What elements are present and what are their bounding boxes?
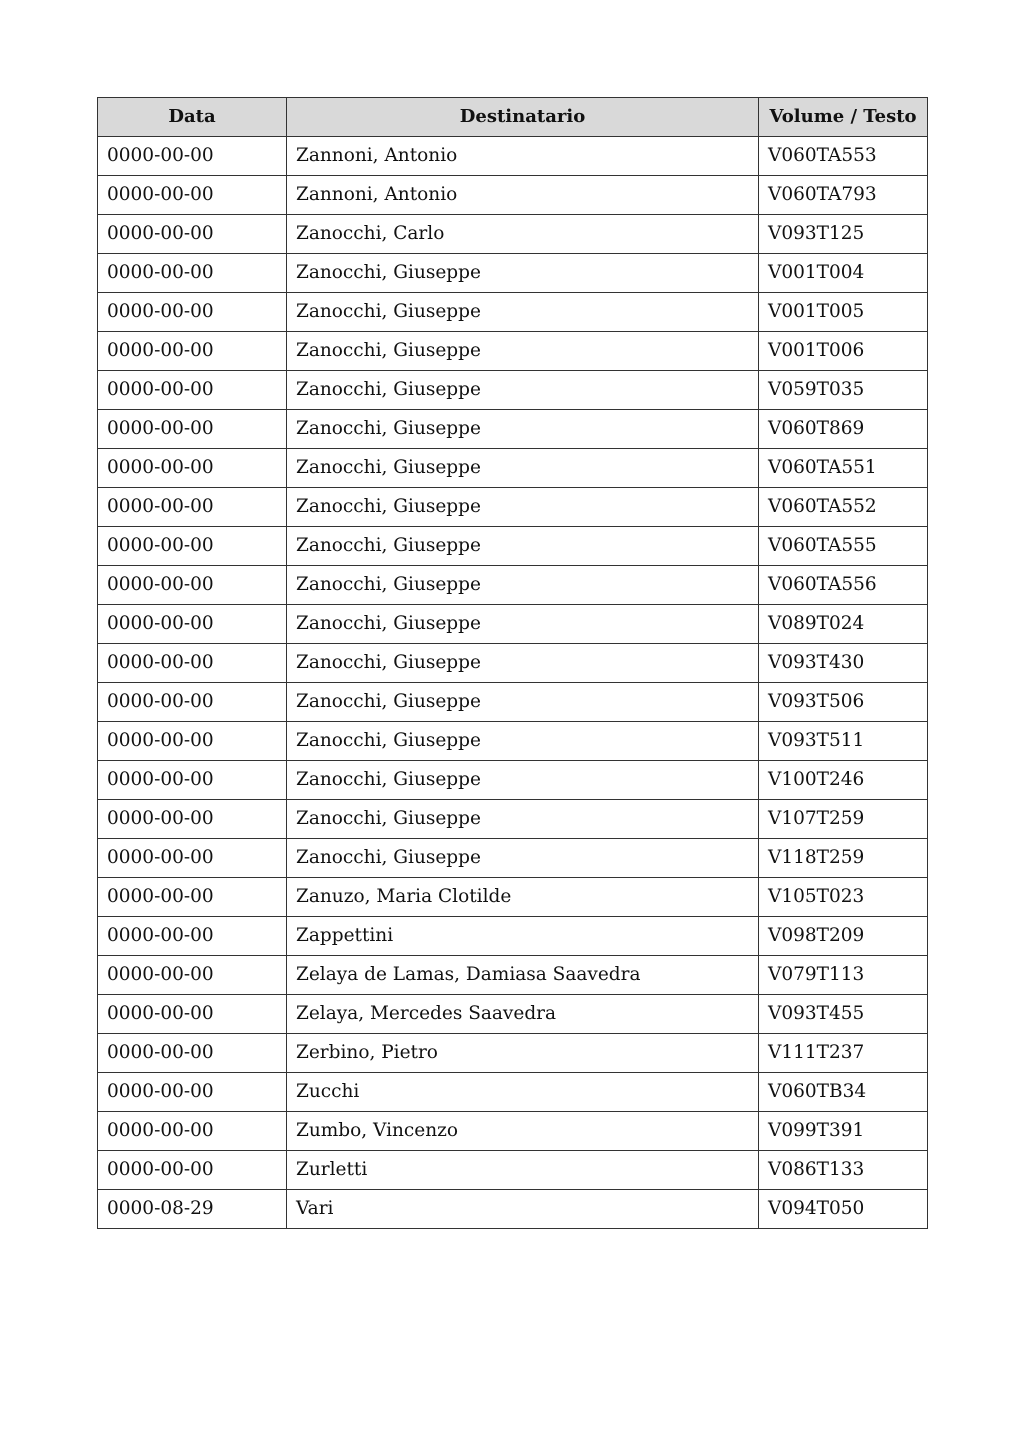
table-row — [98, 254, 928, 293]
table-row — [98, 332, 928, 371]
cell-recipient: Zanocchi, Giuseppe — [287, 839, 759, 878]
cell-volume-text: V001T004 — [759, 254, 928, 293]
cell-recipient: Zanocchi, Giuseppe — [287, 254, 759, 293]
cell-volume-text: V100T246 — [759, 761, 928, 800]
cell-date: 0000-00-00 — [98, 293, 287, 332]
cell-recipient: Zanuzo, Maria Clotilde — [287, 878, 759, 917]
cell-recipient: Zelaya de Lamas, Damiasa Saavedra — [287, 956, 759, 995]
cell-date: 0000-00-00 — [98, 917, 287, 956]
header-volume-text: Volume / Testo — [759, 98, 928, 137]
cell-date: 0000-00-00 — [98, 878, 287, 917]
table-row — [98, 917, 928, 956]
cell-recipient: Zucchi — [287, 1073, 759, 1112]
cell-date: 0000-00-00 — [98, 215, 287, 254]
cell-recipient: Zanocchi, Giuseppe — [287, 644, 759, 683]
cell-date: 0000-00-00 — [98, 566, 287, 605]
cell-date: 0000-00-00 — [98, 371, 287, 410]
cell-date: 0000-00-00 — [98, 722, 287, 761]
cell-date: 0000-00-00 — [98, 1034, 287, 1073]
cell-date: 0000-00-00 — [98, 956, 287, 995]
cell-recipient: Zerbino, Pietro — [287, 1034, 759, 1073]
header-row — [98, 98, 928, 137]
table-row — [98, 644, 928, 683]
cell-volume-text: V089T024 — [759, 605, 928, 644]
cell-date: 0000-00-00 — [98, 410, 287, 449]
cell-volume-text: V079T113 — [759, 956, 928, 995]
table-row — [98, 839, 928, 878]
cell-recipient: Zurletti — [287, 1151, 759, 1190]
cell-volume-text: V059T035 — [759, 371, 928, 410]
cell-recipient: Zanocchi, Giuseppe — [287, 527, 759, 566]
cell-volume-text: V060TA793 — [759, 176, 928, 215]
table-row — [98, 1034, 928, 1073]
cell-volume-text: V107T259 — [759, 800, 928, 839]
cell-date: 0000-00-00 — [98, 254, 287, 293]
cell-volume-text: V111T237 — [759, 1034, 928, 1073]
table-body — [98, 137, 928, 1229]
cell-volume-text: V060T869 — [759, 410, 928, 449]
table-row — [98, 878, 928, 917]
cell-recipient: Vari — [287, 1190, 759, 1229]
table-row — [98, 605, 928, 644]
cell-date: 0000-00-00 — [98, 449, 287, 488]
table-row — [98, 1073, 928, 1112]
cell-date: 0000-00-00 — [98, 839, 287, 878]
cell-recipient: Zanocchi, Giuseppe — [287, 488, 759, 527]
cell-volume-text: V118T259 — [759, 839, 928, 878]
cell-volume-text: V060TA556 — [759, 566, 928, 605]
cell-recipient: Zanocchi, Giuseppe — [287, 761, 759, 800]
table-row — [98, 410, 928, 449]
header-recipient: Destinatario — [287, 98, 759, 137]
cell-date: 0000-00-00 — [98, 644, 287, 683]
cell-recipient: Zanocchi, Giuseppe — [287, 410, 759, 449]
cell-volume-text: V001T006 — [759, 332, 928, 371]
table-row — [98, 722, 928, 761]
cell-volume-text: V060TA551 — [759, 449, 928, 488]
letters-index-table — [97, 97, 928, 1229]
cell-volume-text: V098T209 — [759, 917, 928, 956]
cell-recipient: Zanocchi, Giuseppe — [287, 293, 759, 332]
cell-date: 0000-00-00 — [98, 605, 287, 644]
table-row — [98, 449, 928, 488]
cell-recipient: Zanocchi, Giuseppe — [287, 683, 759, 722]
cell-date: 0000-00-00 — [98, 800, 287, 839]
cell-date: 0000-00-00 — [98, 137, 287, 176]
cell-recipient: Zanocchi, Giuseppe — [287, 800, 759, 839]
table-row — [98, 995, 928, 1034]
cell-volume-text: V093T511 — [759, 722, 928, 761]
cell-volume-text: V093T125 — [759, 215, 928, 254]
table-row — [98, 371, 928, 410]
cell-date: 0000-00-00 — [98, 995, 287, 1034]
cell-date: 0000-00-00 — [98, 1112, 287, 1151]
table-row — [98, 683, 928, 722]
cell-volume-text: V105T023 — [759, 878, 928, 917]
table-row — [98, 488, 928, 527]
table-row — [98, 1112, 928, 1151]
cell-volume-text: V086T133 — [759, 1151, 928, 1190]
table-row — [98, 761, 928, 800]
cell-date: 0000-00-00 — [98, 332, 287, 371]
table-row — [98, 137, 928, 176]
cell-volume-text: V060TA552 — [759, 488, 928, 527]
table-row — [98, 176, 928, 215]
table-row — [98, 293, 928, 332]
cell-volume-text: V001T005 — [759, 293, 928, 332]
header-date: Data — [98, 98, 287, 137]
table-row — [98, 956, 928, 995]
cell-recipient: Zannoni, Antonio — [287, 137, 759, 176]
cell-volume-text: V060TB34 — [759, 1073, 928, 1112]
cell-recipient: Zanocchi, Giuseppe — [287, 371, 759, 410]
table-row — [98, 215, 928, 254]
cell-recipient: Zanocchi, Giuseppe — [287, 722, 759, 761]
cell-volume-text: V060TA553 — [759, 137, 928, 176]
table-row — [98, 800, 928, 839]
cell-recipient: Zumbo, Vincenzo — [287, 1112, 759, 1151]
table-row — [98, 1190, 928, 1229]
cell-recipient: Zanocchi, Carlo — [287, 215, 759, 254]
cell-recipient: Zelaya, Mercedes Saavedra — [287, 995, 759, 1034]
table-row — [98, 1151, 928, 1190]
table-row — [98, 527, 928, 566]
cell-recipient: Zanocchi, Giuseppe — [287, 332, 759, 371]
cell-date: 0000-00-00 — [98, 527, 287, 566]
cell-date: 0000-00-00 — [98, 488, 287, 527]
cell-date: 0000-08-29 — [98, 1190, 287, 1229]
cell-volume-text: V093T430 — [759, 644, 928, 683]
table-row — [98, 566, 928, 605]
cell-volume-text: V093T455 — [759, 995, 928, 1034]
cell-recipient: Zappettini — [287, 917, 759, 956]
cell-date: 0000-00-00 — [98, 683, 287, 722]
cell-volume-text: V060TA555 — [759, 527, 928, 566]
table-header — [98, 98, 928, 137]
cell-recipient: Zannoni, Antonio — [287, 176, 759, 215]
cell-date: 0000-00-00 — [98, 176, 287, 215]
cell-recipient: Zanocchi, Giuseppe — [287, 605, 759, 644]
cell-date: 0000-00-00 — [98, 761, 287, 800]
cell-recipient: Zanocchi, Giuseppe — [287, 566, 759, 605]
cell-recipient: Zanocchi, Giuseppe — [287, 449, 759, 488]
cell-volume-text: V093T506 — [759, 683, 928, 722]
cell-volume-text: V094T050 — [759, 1190, 928, 1229]
cell-date: 0000-00-00 — [98, 1073, 287, 1112]
cell-volume-text: V099T391 — [759, 1112, 928, 1151]
cell-date: 0000-00-00 — [98, 1151, 287, 1190]
